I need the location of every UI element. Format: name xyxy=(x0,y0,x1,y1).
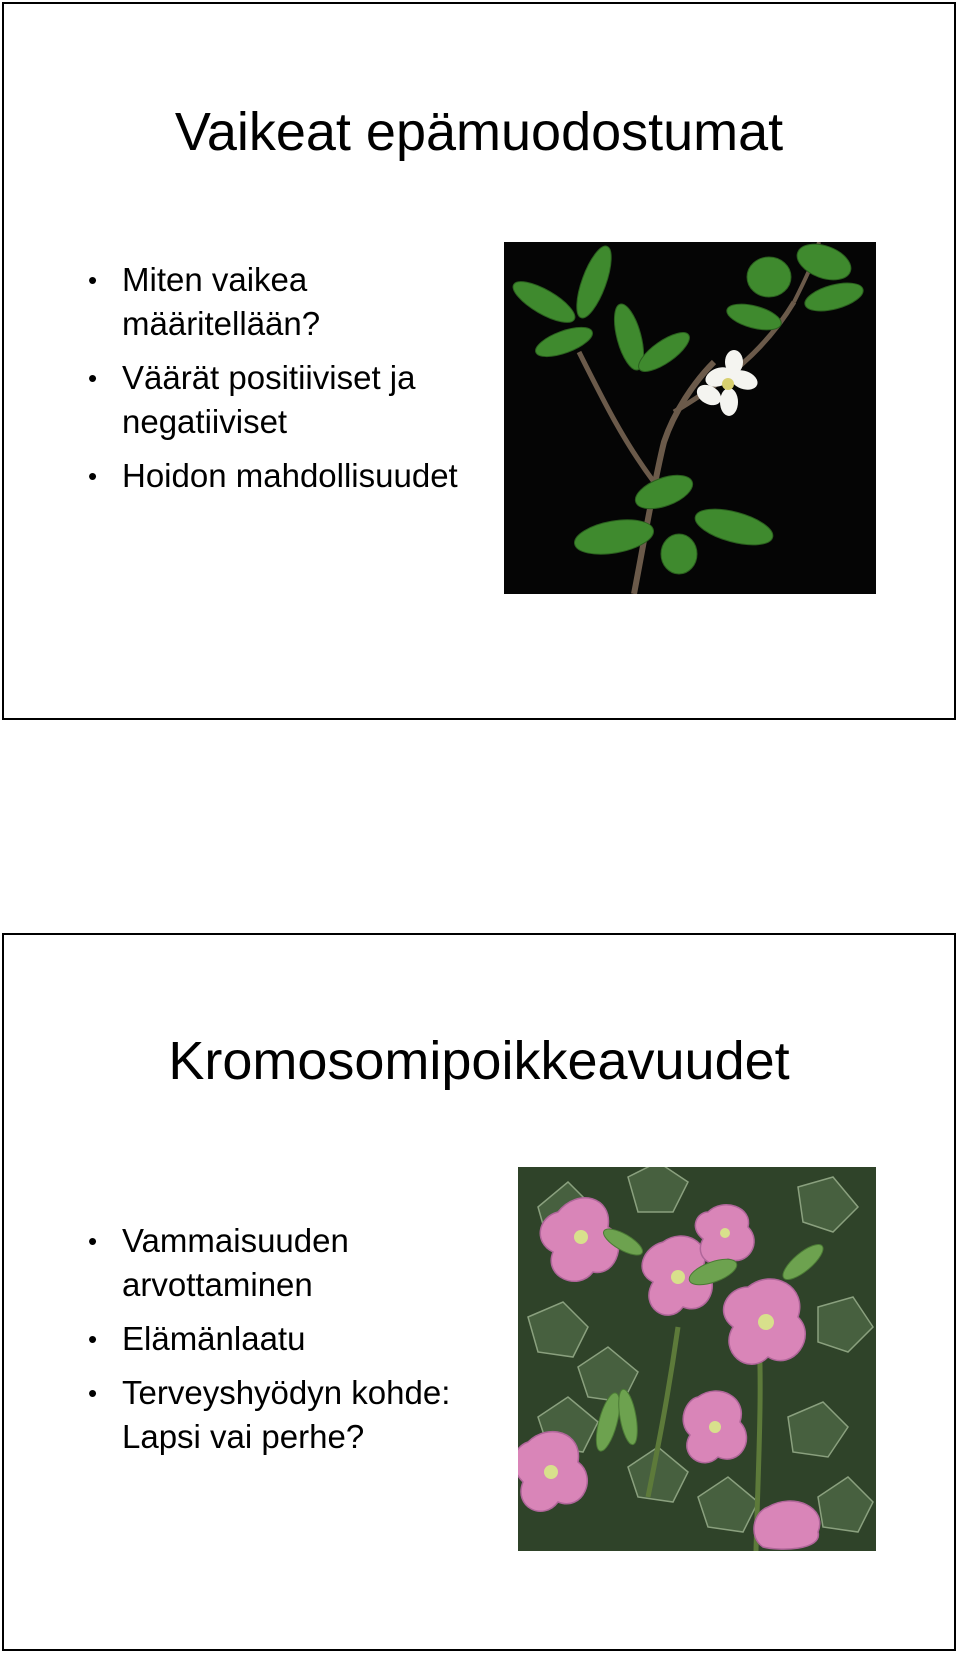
bullet-icon: • xyxy=(88,265,98,295)
bullet-item: • Terveyshyödyn kohde: Lapsi vai perhe? xyxy=(84,1371,484,1459)
bullet-icon: • xyxy=(88,363,98,393)
pink-hellebore-flowers-photo xyxy=(518,1167,876,1551)
bullet-icon: • xyxy=(88,1226,98,1256)
bullet-item: • Väärät positiiviset ja negatiiviset xyxy=(84,356,484,444)
bullet-icon: • xyxy=(88,461,98,491)
slide-1 xyxy=(2,2,956,720)
bullet-item: • Vammaisuuden arvottaminen xyxy=(84,1219,484,1307)
bullet-item: • Miten vaikea määritellään? xyxy=(84,258,484,346)
bullet-icon: • xyxy=(88,1324,98,1354)
white-blossom-branch-photo xyxy=(504,242,876,594)
slide-title: Kromosomipoikkeavuudet xyxy=(168,1031,790,1091)
bullet-item: • Hoidon mahdollisuudet xyxy=(84,454,484,498)
bullet-list xyxy=(84,1219,484,1469)
bullet-list xyxy=(84,258,484,508)
bullet-item: • Elämänlaatu xyxy=(84,1317,484,1361)
bullet-icon: • xyxy=(88,1378,98,1408)
slide-title: Vaikeat epämuodostumat xyxy=(174,102,784,162)
slide-2 xyxy=(2,933,956,1651)
